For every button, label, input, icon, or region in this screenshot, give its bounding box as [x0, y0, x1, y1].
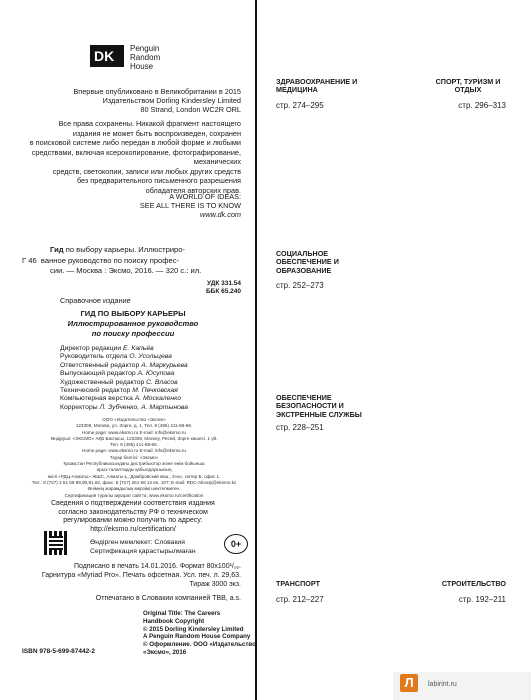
section-transport: ТРАНСПОРТ стр. 212–227 — [276, 579, 324, 605]
print-info: Подписано в печать 14.01.2016. Формат 80x100¹/₁₆. Гарнитура «Myriad Pro». Печать офсетная. Усл. печ. л. 29,63. Тираж 3000 экз. — [41, 563, 241, 588]
classification-codes: УДК 331.54 ББК 65.240 — [206, 280, 241, 295]
section-construction: СТРОИТЕЛЬСТВО стр. 192–211 — [441, 579, 506, 605]
age-rating-badge: 0+ — [224, 534, 248, 554]
isbn: ISBN 978-5-699-87442-2 — [22, 648, 95, 655]
rights-notice: Все права сохранены. Никакой фрагмент настоящего издания не может быть воспроизведен, сохранен в поисковой системе либо передан в любой форме и любыми средствами, включая ксерокопирование, фотографирование, механических средств, светокопии, записи или любых других средств без предварительного письменного разрешения обладателя авторских прав. — [29, 119, 241, 195]
section-security: ОБЕСПЕЧЕНИЕ БЕЗОПАСНОСТИ И ЭКСТРЕННЫЕ СЛУЖБЫ стр. 228–251 — [276, 393, 362, 432]
printed-in: Отпечатано в Словакии компанией TBB, a.s. — [95, 595, 241, 602]
qr-code-icon — [44, 531, 68, 555]
staff-list — [60, 345, 188, 412]
original-copyright: Original Title: The Careers Handbook Copyright © 2015 Dorling Kindersley Limited A Penguin Random House Company © Оформление. ООО «Издательство «Эксмо», 2016 — [143, 610, 256, 656]
staff-item: Выпускающий редактор А. Юсупова — [60, 370, 175, 378]
publication-info: Впервые опубликовано в Великобритании в 2015 Издательством Dorling Kindersley Limited 80 Strand, London WC2R ORL — [73, 87, 241, 114]
certification-info: Сведения о подтверждении соответствия издания согласно законодательству РФ о техническом регулировании можно получить по адресу: http://eksmo.ru/certification/ — [51, 500, 215, 533]
staff-item: Ответственный редактор А. Маркурьева — [60, 361, 188, 369]
section-healthcare: ЗДРАВООХРАНЕНИЕ И МЕДИЦИНА стр. 274–295 — [276, 77, 358, 110]
staff-item: Директор редакции Е. Капьёв — [60, 345, 154, 352]
dk-logo: DK — [90, 45, 124, 67]
edition-title: ГИД ПО ВЫБОРУ КАРЬЕРЫ Иллюстрированное руководство по поиску профессии — [67, 309, 199, 338]
staff-item: Технический редактор М. Печковская — [60, 387, 178, 395]
kz-cert-info: Өндірген мемлекет: Словакия Сертификация қарастырылмаған — [90, 539, 196, 555]
staff-item: Художественный редактор С. Власов — [60, 378, 178, 386]
dk-slogan: A WORLD OF IDEAS: SEE ALL THERE IS TO KNOW www.dk.com — [139, 192, 241, 219]
publisher-name: Penguin Random House — [130, 44, 161, 71]
edition-kind: Справочное издание — [60, 296, 131, 305]
staff-item: Корректоры Л. Зубченко, А. Мартынова — [60, 403, 189, 411]
staff-item: Компьютерная верстка А. Москаленко — [60, 395, 182, 403]
staff-item: Руководитель отдела О. Усольцева — [60, 353, 172, 361]
section-sport: СПОРТ, ТУРИЗМ И ОТДЫХ стр. 296–313 — [435, 77, 506, 110]
imprint-details: ООО «Издательство «Эксмо» 123308, Москва, ул. Зорге, д. 1. Тел. 8 (495) 411-68-86. Home page: www.eksmo.ru E-mail: info@eksmo.ru Өндіруші: «ЭКСМО» АҚБ Баспасы, 123308, Мәскеу, Ресей, Зорге көшесі, 1 үй. Тел. 8 (495) 411-68-86. Home page: www.eksmo.ru E-mail: info@eksmo.ru Тауар белгісі: «Эксмо» Қазақстан Республикасындағы дистрибьютор және өнім бойынша арыз-талаптарды қабылдаушының өкілі «РДЦ-Алматы» ЖШС, Алматы қ., Домбровский көш., 3«а», литер Б, офис 1. Тел.: 8 (727) 2 51 59 89,90,91,92, факс: 8 (727) 251 58 12 вн. 107; E-mail: RDC-Almaty@eksmo.kz Өнімнің жарамдылық мерзімі шектелмеген. Сертификация туралы ақпарат сайтта: www.eksmo.ru/certification — [31, 417, 237, 498]
labirint-logo-icon: Л — [400, 674, 418, 692]
center-divider — [255, 0, 257, 700]
watermark-text: labirint.ru — [428, 681, 457, 688]
bibliographic-entry: Гид по выбору карьеры. Иллюстриро- Г 46 ванное руководство по поиску профес- сии. — Москва : Эксмо, 2016. — 320 с.: ил. — [22, 245, 202, 275]
section-social: СОЦИАЛЬНОЕ ОБЕСПЕЧЕНИЕ И ОБРАЗОВАНИЕ стр. 252–273 — [276, 249, 339, 290]
